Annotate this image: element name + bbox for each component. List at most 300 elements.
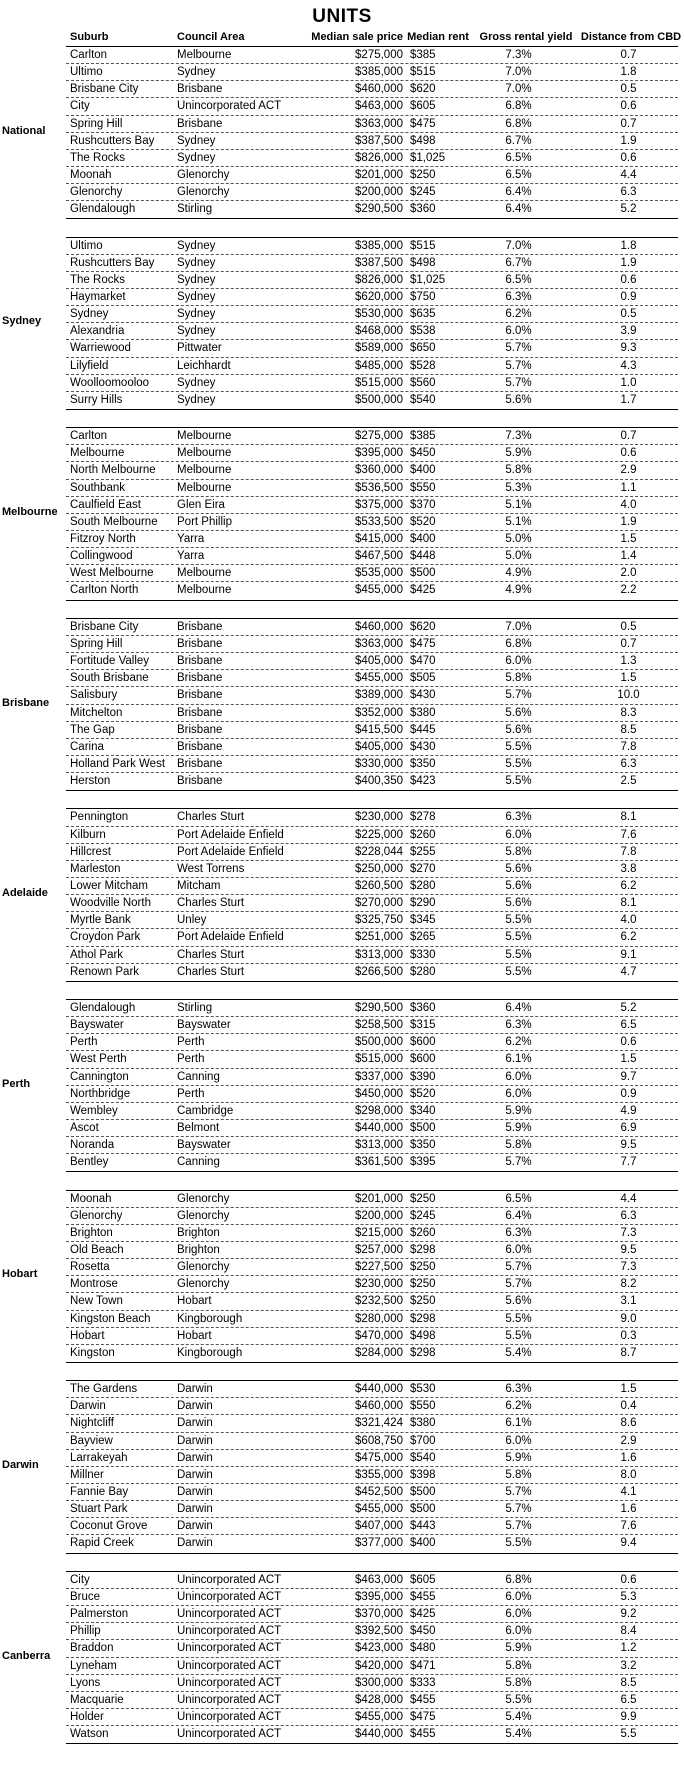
median-sale-price-cell: $392,500 bbox=[355, 1625, 403, 1638]
gross-rental-yield-cell: 6.4% bbox=[505, 1209, 532, 1222]
median-rent-cell: $443 bbox=[410, 1520, 436, 1533]
distance-from-cbd-cell: 6.3 bbox=[620, 757, 637, 770]
distance-from-cbd-cell: 8.1 bbox=[620, 811, 637, 824]
median-sale-price-cell: $620,000 bbox=[355, 291, 403, 304]
suburb-cell: Ultimo bbox=[70, 66, 103, 79]
group-table bbox=[66, 1380, 678, 1553]
median-rent-cell: $1,025 bbox=[410, 151, 446, 164]
table-row bbox=[66, 150, 678, 167]
median-sale-price-cell: $470,000 bbox=[355, 1329, 403, 1342]
gross-rental-yield-cell: 6.4% bbox=[505, 203, 532, 216]
gross-rental-yield-cell: 5.8% bbox=[505, 845, 532, 858]
council-area-cell: Unincorporated ACT bbox=[177, 1710, 282, 1723]
gross-rental-yield-cell: 5.5% bbox=[505, 1329, 532, 1342]
median-sale-price-cell: $608,750 bbox=[355, 1434, 403, 1447]
distance-from-cbd-cell: 2.2 bbox=[620, 584, 637, 597]
suburb-cell: Carlton bbox=[70, 49, 108, 61]
suburb-cell: Surry Hills bbox=[70, 393, 123, 406]
median-rent-cell: $620 bbox=[410, 83, 436, 96]
council-area-cell: Unincorporated ACT bbox=[177, 1573, 282, 1586]
median-rent-cell: $255 bbox=[410, 845, 436, 858]
council-area-cell: Charles Sturt bbox=[177, 965, 245, 978]
table-row bbox=[66, 358, 678, 375]
distance-from-cbd-cell: 4.0 bbox=[620, 498, 637, 511]
median-sale-price-cell: $423,000 bbox=[355, 1642, 403, 1655]
distance-from-cbd-cell: 5.5 bbox=[620, 1728, 637, 1741]
median-sale-price-cell: $225,000 bbox=[355, 828, 403, 841]
median-rent-cell: $450 bbox=[410, 447, 436, 460]
suburb-cell: Holland Park West bbox=[70, 757, 166, 770]
median-sale-price-cell: $290,500 bbox=[355, 203, 403, 216]
suburb-cell: Kilburn bbox=[70, 828, 106, 841]
table-row bbox=[66, 619, 678, 636]
council-area-cell: Brighton bbox=[177, 1244, 220, 1257]
gross-rental-yield-cell: 6.1% bbox=[505, 1053, 532, 1066]
council-area-cell: Belmont bbox=[177, 1121, 220, 1134]
table-row bbox=[66, 289, 678, 306]
distance-from-cbd-cell: 0.3 bbox=[620, 1329, 637, 1342]
distance-from-cbd-cell: 9.3 bbox=[620, 342, 637, 355]
median-sale-price-cell: $370,000 bbox=[355, 1608, 403, 1621]
table-row bbox=[66, 1381, 678, 1398]
median-rent-cell: $515 bbox=[410, 239, 436, 252]
suburb-cell: The Rocks bbox=[70, 151, 125, 164]
distance-from-cbd-cell: 9.1 bbox=[620, 948, 637, 961]
suburb-cell: Bayswater bbox=[70, 1019, 124, 1032]
median-sale-price-cell: $826,000 bbox=[355, 273, 403, 286]
gross-rental-yield-cell: 7.0% bbox=[505, 83, 532, 96]
distance-from-cbd-cell: 9.7 bbox=[620, 1070, 637, 1083]
distance-from-cbd-cell: 1.9 bbox=[620, 134, 637, 147]
council-area-cell: Melbourne bbox=[177, 430, 232, 443]
distance-from-cbd-cell: 9.4 bbox=[620, 1537, 637, 1550]
gross-rental-yield-cell: 5.4% bbox=[505, 1346, 532, 1359]
suburb-cell: Moonah bbox=[70, 1192, 112, 1205]
median-rent-cell: $250 bbox=[410, 1261, 436, 1274]
median-rent-cell: $360 bbox=[410, 1002, 436, 1014]
group-label: National bbox=[2, 124, 46, 137]
table-row bbox=[66, 809, 678, 826]
median-sale-price-cell: $230,000 bbox=[355, 811, 403, 824]
table-row bbox=[66, 1259, 678, 1276]
median-rent-cell: $350 bbox=[410, 1139, 436, 1152]
median-rent-cell: $445 bbox=[410, 723, 436, 736]
median-rent-cell: $530 bbox=[410, 1383, 436, 1396]
suburb-cell: Woolloomooloo bbox=[70, 376, 150, 389]
median-rent-cell: $500 bbox=[410, 1121, 436, 1134]
table-row bbox=[66, 1658, 678, 1675]
table-row bbox=[66, 756, 678, 773]
distance-from-cbd-cell: 1.5 bbox=[620, 1053, 637, 1066]
median-rent-cell: $620 bbox=[410, 620, 436, 633]
table-row bbox=[66, 653, 678, 670]
gross-rental-yield-cell: 6.3% bbox=[505, 811, 532, 824]
median-sale-price-cell: $290,500 bbox=[355, 1002, 403, 1014]
table-row bbox=[66, 1208, 678, 1225]
council-area-cell: Unincorporated ACT bbox=[177, 1728, 282, 1741]
council-area-cell: Brisbane bbox=[177, 672, 223, 685]
suburb-cell: Ultimo bbox=[70, 239, 103, 252]
group-table bbox=[66, 237, 678, 410]
distance-from-cbd-cell: 8.1 bbox=[620, 897, 637, 910]
median-rent-cell: $500 bbox=[410, 1486, 436, 1499]
gross-rental-yield-cell: 6.7% bbox=[505, 134, 532, 147]
median-rent-cell: $550 bbox=[410, 1400, 436, 1413]
distance-from-cbd-cell: 9.5 bbox=[620, 1244, 637, 1257]
distance-from-cbd-cell: 6.9 bbox=[620, 1121, 637, 1134]
gross-rental-yield-cell: 5.6% bbox=[505, 1295, 532, 1308]
column-header-distance-from-cbd: Distance from CBD bbox=[580, 31, 682, 43]
gross-rental-yield-cell: 6.0% bbox=[505, 325, 532, 338]
suburb-cell: Haymarket bbox=[70, 291, 126, 304]
median-sale-price-cell: $400,350 bbox=[355, 775, 403, 788]
distance-from-cbd-cell: 1.5 bbox=[620, 533, 637, 546]
table-row bbox=[66, 116, 678, 133]
gross-rental-yield-cell: 6.5% bbox=[505, 1192, 532, 1205]
table-row bbox=[66, 1034, 678, 1051]
council-area-cell: Cambridge bbox=[177, 1104, 234, 1117]
gross-rental-yield-cell: 5.7% bbox=[505, 1503, 532, 1516]
table-row bbox=[66, 1484, 678, 1501]
gross-rental-yield-cell: 6.1% bbox=[505, 1417, 532, 1430]
median-rent-cell: $250 bbox=[410, 168, 436, 181]
table-row bbox=[66, 687, 678, 704]
median-rent-cell: $290 bbox=[410, 897, 436, 910]
group-table bbox=[66, 46, 678, 219]
suburb-cell: Warriewood bbox=[70, 342, 131, 355]
table-row bbox=[66, 878, 678, 895]
median-rent-cell: $498 bbox=[410, 134, 436, 147]
group-label: Brisbane bbox=[2, 696, 50, 709]
gross-rental-yield-cell: 5.5% bbox=[505, 1537, 532, 1550]
suburb-cell: Watson bbox=[70, 1728, 109, 1741]
distance-from-cbd-cell: 7.6 bbox=[620, 828, 637, 841]
table-row bbox=[66, 739, 678, 756]
suburb-cell: South Melbourne bbox=[70, 515, 158, 528]
table-row bbox=[66, 1000, 678, 1017]
table-row bbox=[66, 1191, 678, 1208]
suburb-cell: Alexandria bbox=[70, 325, 125, 338]
table-row bbox=[66, 1692, 678, 1709]
median-sale-price-cell: $589,000 bbox=[355, 342, 403, 355]
median-sale-price-cell: $385,000 bbox=[355, 239, 403, 252]
median-rent-cell: $448 bbox=[410, 550, 436, 563]
gross-rental-yield-cell: 5.0% bbox=[505, 550, 532, 563]
suburb-cell: City bbox=[70, 100, 90, 113]
suburb-cell: City bbox=[70, 1573, 90, 1586]
median-rent-cell: $600 bbox=[410, 1053, 436, 1066]
council-area-cell: Stirling bbox=[177, 203, 213, 216]
suburb-cell: Old Beach bbox=[70, 1244, 124, 1257]
distance-from-cbd-cell: 7.6 bbox=[620, 1520, 637, 1533]
median-sale-price-cell: $405,000 bbox=[355, 740, 403, 753]
table-row bbox=[66, 1726, 678, 1743]
distance-from-cbd-cell: 6.5 bbox=[620, 1019, 637, 1032]
median-rent-cell: $430 bbox=[410, 689, 436, 702]
median-sale-price-cell: $250,000 bbox=[355, 862, 403, 875]
distance-from-cbd-cell: 0.6 bbox=[620, 151, 637, 164]
table-row bbox=[66, 133, 678, 150]
table-row bbox=[66, 306, 678, 323]
median-sale-price-cell: $415,500 bbox=[355, 723, 403, 736]
median-rent-cell: $385 bbox=[410, 430, 436, 443]
suburb-cell: The Gardens bbox=[70, 1383, 138, 1396]
suburb-cell: The Rocks bbox=[70, 273, 125, 286]
suburb-cell: Carlton North bbox=[70, 584, 139, 597]
distance-from-cbd-cell: 9.2 bbox=[620, 1608, 637, 1621]
median-sale-price-cell: $275,000 bbox=[355, 49, 403, 61]
distance-from-cbd-cell: 8.0 bbox=[620, 1468, 637, 1481]
median-sale-price-cell: $440,000 bbox=[355, 1121, 403, 1134]
gross-rental-yield-cell: 5.9% bbox=[505, 1451, 532, 1464]
table-row bbox=[66, 929, 678, 946]
distance-from-cbd-cell: 0.7 bbox=[620, 117, 637, 130]
median-sale-price-cell: $500,000 bbox=[355, 1036, 403, 1049]
distance-from-cbd-cell: 6.2 bbox=[620, 931, 637, 944]
gross-rental-yield-cell: 5.7% bbox=[505, 342, 532, 355]
group-label: Melbourne bbox=[2, 505, 58, 518]
distance-from-cbd-cell: 0.6 bbox=[620, 100, 637, 113]
gross-rental-yield-cell: 6.8% bbox=[505, 100, 532, 113]
distance-from-cbd-cell: 0.4 bbox=[620, 1400, 637, 1413]
table-row bbox=[66, 861, 678, 878]
council-area-cell: Brisbane bbox=[177, 655, 223, 668]
suburb-cell: Kingston Beach bbox=[70, 1312, 151, 1325]
distance-from-cbd-cell: 7.3 bbox=[620, 1261, 637, 1274]
median-rent-cell: $500 bbox=[410, 567, 436, 580]
distance-from-cbd-cell: 0.7 bbox=[620, 637, 637, 650]
distance-from-cbd-cell: 4.7 bbox=[620, 965, 637, 978]
median-rent-cell: $423 bbox=[410, 775, 436, 788]
median-sale-price-cell: $377,000 bbox=[355, 1537, 403, 1550]
suburb-cell: Brisbane City bbox=[70, 620, 139, 633]
table-row bbox=[66, 1225, 678, 1242]
gross-rental-yield-cell: 6.2% bbox=[505, 1400, 532, 1413]
suburb-cell: Pennington bbox=[70, 811, 129, 824]
gross-rental-yield-cell: 5.9% bbox=[505, 447, 532, 460]
council-area-cell: Charles Sturt bbox=[177, 811, 245, 824]
council-area-cell: Unincorporated ACT bbox=[177, 1676, 282, 1689]
median-sale-price-cell: $455,000 bbox=[355, 672, 403, 685]
median-sale-price-cell: $395,000 bbox=[355, 447, 403, 460]
median-rent-cell: $260 bbox=[410, 828, 436, 841]
distance-from-cbd-cell: 1.8 bbox=[620, 66, 637, 79]
table-row bbox=[66, 1450, 678, 1467]
council-area-cell: Canning bbox=[177, 1070, 220, 1083]
table-row bbox=[66, 947, 678, 964]
median-rent-cell: $528 bbox=[410, 359, 436, 372]
median-rent-cell: $250 bbox=[410, 1278, 436, 1291]
median-rent-cell: $380 bbox=[410, 1417, 436, 1430]
council-area-cell: Brisbane bbox=[177, 757, 223, 770]
distance-from-cbd-cell: 7.8 bbox=[620, 740, 637, 753]
council-area-cell: Sydney bbox=[177, 376, 216, 389]
median-rent-cell: $538 bbox=[410, 325, 436, 338]
group-table bbox=[66, 808, 678, 981]
gross-rental-yield-cell: 5.6% bbox=[505, 879, 532, 892]
distance-from-cbd-cell: 0.9 bbox=[620, 1087, 637, 1100]
gross-rental-yield-cell: 5.5% bbox=[505, 775, 532, 788]
distance-from-cbd-cell: 2.9 bbox=[620, 464, 637, 477]
median-rent-cell: $333 bbox=[410, 1676, 436, 1689]
group-label: Darwin bbox=[2, 1458, 39, 1471]
median-sale-price-cell: $313,000 bbox=[355, 1139, 403, 1152]
suburb-cell: Brighton bbox=[70, 1226, 113, 1239]
median-rent-cell: $605 bbox=[410, 1573, 436, 1586]
median-sale-price-cell: $201,000 bbox=[355, 1192, 403, 1205]
suburb-cell: Renown Park bbox=[70, 965, 140, 978]
median-sale-price-cell: $463,000 bbox=[355, 1573, 403, 1586]
median-sale-price-cell: $460,000 bbox=[355, 83, 403, 96]
median-sale-price-cell: $530,000 bbox=[355, 308, 403, 321]
council-area-cell: Port Phillip bbox=[177, 515, 232, 528]
gross-rental-yield-cell: 5.5% bbox=[505, 931, 532, 944]
median-rent-cell: $350 bbox=[410, 757, 436, 770]
distance-from-cbd-cell: 5.2 bbox=[620, 203, 637, 216]
council-area-cell: Unincorporated ACT bbox=[177, 1608, 282, 1621]
distance-from-cbd-cell: 5.2 bbox=[620, 1002, 637, 1014]
council-area-cell: Sydney bbox=[177, 256, 216, 269]
council-area-cell: Unley bbox=[177, 914, 207, 927]
council-area-cell: Unincorporated ACT bbox=[177, 1693, 282, 1706]
median-sale-price-cell: $450,000 bbox=[355, 1087, 403, 1100]
table-row bbox=[66, 462, 678, 479]
gross-rental-yield-cell: 5.6% bbox=[505, 393, 532, 406]
distance-from-cbd-cell: 4.1 bbox=[620, 1486, 637, 1499]
suburb-cell: Marleston bbox=[70, 862, 121, 875]
suburb-cell: Moonah bbox=[70, 168, 112, 181]
table-row bbox=[66, 964, 678, 981]
table-row bbox=[66, 497, 678, 514]
gross-rental-yield-cell: 5.5% bbox=[505, 948, 532, 961]
gross-rental-yield-cell: 6.0% bbox=[505, 1608, 532, 1621]
median-sale-price-cell: $500,000 bbox=[355, 393, 403, 406]
table-row bbox=[66, 827, 678, 844]
suburb-cell: Collingwood bbox=[70, 550, 133, 563]
median-sale-price-cell: $463,000 bbox=[355, 100, 403, 113]
median-rent-cell: $425 bbox=[410, 1608, 436, 1621]
suburb-cell: Spring Hill bbox=[70, 117, 123, 130]
median-rent-cell: $520 bbox=[410, 515, 436, 528]
suburb-cell: Stuart Park bbox=[70, 1503, 128, 1516]
median-rent-cell: $298 bbox=[410, 1244, 436, 1257]
council-area-cell: Darwin bbox=[177, 1383, 213, 1396]
median-rent-cell: $315 bbox=[410, 1019, 436, 1032]
council-area-cell: West Torrens bbox=[177, 862, 245, 875]
distance-from-cbd-cell: 1.9 bbox=[620, 515, 637, 528]
table-row bbox=[66, 184, 678, 201]
suburb-cell: Kingston bbox=[70, 1346, 115, 1359]
council-area-cell: Glenorchy bbox=[177, 1261, 230, 1274]
median-sale-price-cell: $355,000 bbox=[355, 1468, 403, 1481]
median-rent-cell: $455 bbox=[410, 1728, 436, 1741]
distance-from-cbd-cell: 1.8 bbox=[620, 239, 637, 252]
group-label: Canberra bbox=[2, 1649, 51, 1662]
gross-rental-yield-cell: 6.0% bbox=[505, 1070, 532, 1083]
table-row bbox=[66, 1467, 678, 1484]
table-row bbox=[66, 272, 678, 289]
table-row bbox=[66, 1623, 678, 1640]
distance-from-cbd-cell: 0.5 bbox=[620, 83, 637, 96]
distance-from-cbd-cell: 1.2 bbox=[620, 1642, 637, 1655]
suburb-cell: Macquarie bbox=[70, 1693, 124, 1706]
median-rent-cell: $430 bbox=[410, 740, 436, 753]
suburb-cell: Phillip bbox=[70, 1625, 101, 1638]
suburb-cell: Fortitude Valley bbox=[70, 655, 150, 668]
council-area-cell: Yarra bbox=[177, 550, 205, 563]
table-row bbox=[66, 773, 678, 790]
median-rent-cell: $505 bbox=[410, 672, 436, 685]
median-sale-price-cell: $468,000 bbox=[355, 325, 403, 338]
median-rent-cell: $370 bbox=[410, 498, 436, 511]
median-rent-cell: $750 bbox=[410, 291, 436, 304]
distance-from-cbd-cell: 8.3 bbox=[620, 706, 637, 719]
median-sale-price-cell: $389,000 bbox=[355, 689, 403, 702]
council-area-cell: Brisbane bbox=[177, 637, 223, 650]
council-area-cell: Sydney bbox=[177, 273, 216, 286]
gross-rental-yield-cell: 5.8% bbox=[505, 1659, 532, 1672]
column-header-median-rent: Median rent bbox=[407, 31, 469, 43]
distance-from-cbd-cell: 0.6 bbox=[620, 1573, 637, 1586]
table-row bbox=[66, 1017, 678, 1034]
council-area-cell: Sydney bbox=[177, 308, 216, 321]
median-rent-cell: $250 bbox=[410, 1192, 436, 1205]
suburb-cell: Darwin bbox=[70, 1400, 106, 1413]
gross-rental-yield-cell: 7.0% bbox=[505, 66, 532, 79]
distance-from-cbd-cell: 1.4 bbox=[620, 550, 637, 563]
median-rent-cell: $250 bbox=[410, 1295, 436, 1308]
median-rent-cell: $520 bbox=[410, 1087, 436, 1100]
table-row bbox=[66, 670, 678, 687]
median-rent-cell: $400 bbox=[410, 464, 436, 477]
table-row bbox=[66, 1086, 678, 1103]
table-row bbox=[66, 722, 678, 739]
council-area-cell: Darwin bbox=[177, 1417, 213, 1430]
median-sale-price-cell: $826,000 bbox=[355, 151, 403, 164]
gross-rental-yield-cell: 7.0% bbox=[505, 239, 532, 252]
suburb-cell: Glenorchy bbox=[70, 1209, 123, 1222]
median-sale-price-cell: $375,000 bbox=[355, 498, 403, 511]
council-area-cell: Glenorchy bbox=[177, 1278, 230, 1291]
distance-from-cbd-cell: 8.5 bbox=[620, 1676, 637, 1689]
council-area-cell: Charles Sturt bbox=[177, 948, 245, 961]
distance-from-cbd-cell: 0.6 bbox=[620, 447, 637, 460]
suburb-cell: New Town bbox=[70, 1295, 123, 1308]
distance-from-cbd-cell: 6.3 bbox=[620, 1209, 637, 1222]
council-area-cell: Darwin bbox=[177, 1468, 213, 1481]
group-table bbox=[66, 1571, 678, 1744]
suburb-cell: Southbank bbox=[70, 481, 125, 494]
group-label: Hobart bbox=[2, 1268, 38, 1281]
gross-rental-yield-cell: 5.3% bbox=[505, 481, 532, 494]
median-rent-cell: $600 bbox=[410, 1036, 436, 1049]
gross-rental-yield-cell: 5.9% bbox=[505, 1104, 532, 1117]
gross-rental-yield-cell: 5.6% bbox=[505, 723, 532, 736]
median-sale-price-cell: $230,000 bbox=[355, 1278, 403, 1291]
distance-from-cbd-cell: 8.6 bbox=[620, 1417, 637, 1430]
gross-rental-yield-cell: 5.8% bbox=[505, 464, 532, 477]
council-area-cell: Melbourne bbox=[177, 584, 232, 597]
gross-rental-yield-cell: 5.8% bbox=[505, 1139, 532, 1152]
suburb-cell: Carlton bbox=[70, 430, 108, 443]
gross-rental-yield-cell: 6.3% bbox=[505, 1226, 532, 1239]
distance-from-cbd-cell: 9.0 bbox=[620, 1312, 637, 1325]
table-row bbox=[66, 1640, 678, 1657]
distance-from-cbd-cell: 6.5 bbox=[620, 1693, 637, 1706]
median-sale-price-cell: $407,000 bbox=[355, 1520, 403, 1533]
council-area-cell: Sydney bbox=[177, 134, 216, 147]
gross-rental-yield-cell: 6.8% bbox=[505, 117, 532, 130]
